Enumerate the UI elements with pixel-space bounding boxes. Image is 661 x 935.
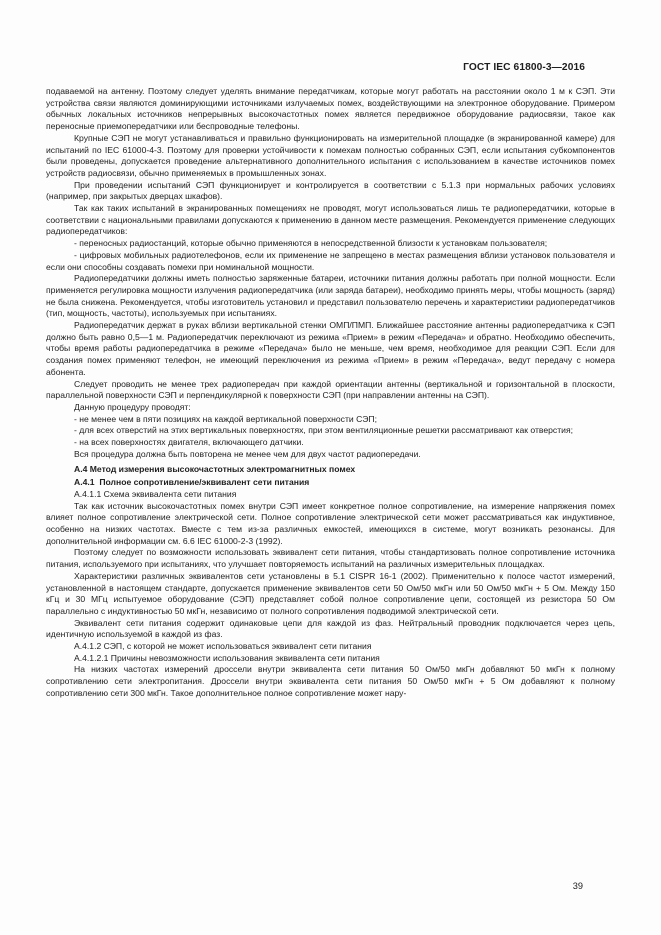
standard-designation: ГОСТ IEC 61800-3—2016 xyxy=(463,62,585,73)
paragraph: Эквивалент сети питания содержит одинаковые цепи для каждой из фаз. Нейтральный проводник подключается через цепь, идентичную используемой в каждой из фаз. xyxy=(46,617,615,640)
paragraph: Вся процедура должна быть повторена не менее чем для двух частот радиопередачи. xyxy=(74,448,421,459)
paragraph: Данную процедуру проводят: xyxy=(74,401,191,412)
list-item: - переносных радиостанций, которые обычно применяются в непосредственной близости к установкам пользователя; xyxy=(74,238,548,249)
section-heading-a4: А.4 Метод измерения высокочастотных электромагнитных помех xyxy=(74,463,356,474)
paragraph: Следует проводить не менее трех радиопередач при каждой ориентации антенны (вертикальной и горизонтальной в плоскости, параллельной поверхности СЭП и перпендикулярной к поверхности СЭП (при направлении антенны на СЭП). xyxy=(46,378,615,401)
clause-heading-a412: А.4.1.2 СЭП, с которой не может использоваться эквивалент сети питания xyxy=(74,641,372,652)
paragraph: Характеристики различных эквивалентов сети установлены в 5.1 CISPR 16-1 (2002). Применительно к полосе частот измерений, установленной в настоящем стандарте, допускается применение эквивалентов сети 50 Ом/50 мкГн или 50 Ом/50 мкГн + 5 Ом. Между 150 кГц и 30 МГц испытуемое оборудование (СЭП) представляет собой полное сопротивление цепи, состоящей из резистора 50 Ом параллельно с индуктивностью 50 мкГн, независимо от полного сопротивления подводимой электрической сети. xyxy=(46,570,615,616)
paragraph: На низких частотах измерений дроссели внутри эквивалента сети питания 50 Ом/50 мкГн добавляют 50 мкГн к полному сопротивлению сети электропитания. Дроссели внутри эквивалента сети питания 50 Ом/50 мкГн + 5 Ом добавляют к полному сопротивлению сети 300 мкГн. Такое дополнительное полное сопротивление может нару- xyxy=(46,664,615,698)
paragraph: Так как таких испытаний в экранированных помещениях не проводят, могут использоваться лишь те радиопередатчики, которые в соответствии с национальными правилами допускаются к применению в данном месте размещения. Рекомендуется применение следующих радиопередатчиков: xyxy=(46,203,615,237)
paragraph: подаваемой на антенну. Поэтому следует уделять внимание передатчикам, которые могут работать на расстоянии около 1 м к СЭП. Эти устройства связи являются доминирующими источниками излучаемых помех, воздействующими на электронное оборудование. Примером обычных локальных источников непрерывных высокочастотных помех является передвижное оборудование радиосвязи, такое как переносные приемопередатчики или беспроводные телефоны. xyxy=(46,86,615,132)
section-heading-a41 xyxy=(46,477,615,489)
list-item: - для всех отверстий на этих вертикальных поверхностях, при этом вентиляционные решетки рассматривают как отверстия; xyxy=(74,425,574,436)
list-item: - цифровых мобильных радиотелефонов, если их применение не запрещено в местах размещения вблизи установок пользователя и если они способны создавать помехи при номинальной мощности. xyxy=(46,249,615,272)
section-number: А.4.1 xyxy=(74,477,95,488)
clause-heading-a4121: А.4.1.2.1 Причины невозможности использования эквивалента сети питания xyxy=(74,652,380,663)
section-title: Полное сопротивление/эквивалент сети питания xyxy=(99,477,310,488)
paragraph: Так как источник высокочастотных помех внутри СЭП имеет конкретное полное сопротивление, на измерение напряжения помех влияет полное сопротивление электрической сети. Полное сопротивление электрической сети может рассматриваться как индуктивное, особенно на низких частотах. Вместе с тем из-за различных емкостей, имеющихся в системе, могут возникать резонансы. Для дополнительной информации см. 6.6 IEC 61000-2-3 (1992). xyxy=(46,500,615,546)
paragraph: Радиопередатчики должны иметь полностью заряженные батареи, источники питания должны работать при полной мощности. Если применяется регулировка мощности излучения радиопередатчика (или заряда батареи), необходимо принять меры, чтобы мощность (заряд) не была снижена. Рекомендуется, чтобы изготовитель установил и представил пользователю перечень и характеристики радиопередатчиков (тип, мощность, частоты), используемых при испытаниях. xyxy=(46,273,615,319)
paragraph: Радиопередатчик держат в руках вблизи вертикальной стенки ОМП/ПМП. Ближайшее расстояние антенны радиопередатчика к СЭП должно быть равно 0,5—1 м. Радиопередатчик переключают из режима «Прием» в режим «Передача» и обратно. Необходимо обеспечить, чтобы время работы радиопередатчика в режиме «Передача» было не меньше, чем время, необходимое для реакции СЭП. Если для создания помех применяют телефон, не имеющий переключения из режима «Прием» в режим «Передача», ведут передачу с номера абонента. xyxy=(46,320,615,377)
paragraph: Поэтому следует по возможности использовать эквивалент сети питания, чтобы стандартизовать полное сопротивление источника питания, используемого при испытаниях, что улучшает повторяемость испытаний на различных измерительных площадках. xyxy=(46,547,615,570)
paragraph: При проведении испытаний СЭП функционирует и контролируется в соответствии с 5.1.3 при нормальных рабочих условиях (например, при закрытых дверцах шкафов). xyxy=(46,179,615,202)
page-number: 39 xyxy=(572,881,583,892)
clause-heading-a411: А.4.1.1 Схема эквивалента сети питания xyxy=(74,488,237,499)
paragraph: Крупные СЭП не могут устанавливаться и правильно функционировать на измерительной площадке (в экранированной камере) для испытаний по IEC 61000-4-3. Поэтому для проверки устойчивости к помехам полностью собранных СЭП, если испытания субкомпонентов были проведены, допускается проведение альтернативного дополнительного испытания с использованием в качестве источников помех устройств радиосвязи, обычно применяемых в промышленных зонах. xyxy=(46,132,615,178)
list-item: - на всех поверхностях двигателя, включающего датчики. xyxy=(74,437,304,448)
list-item: - не менее чем в пяти позициях на каждой вертикальной поверхности СЭП; xyxy=(74,413,377,424)
page-body xyxy=(46,86,615,700)
